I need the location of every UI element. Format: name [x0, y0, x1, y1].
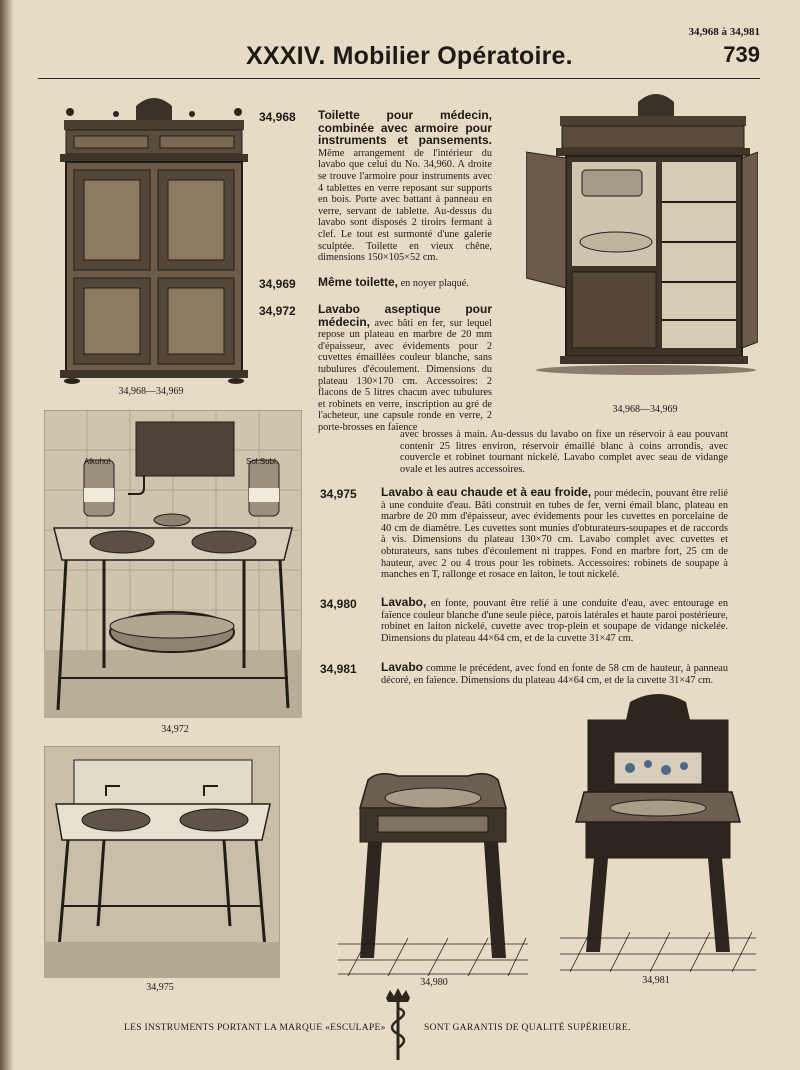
item-title: Lavabo: [381, 660, 424, 674]
flask-label-right: [245, 457, 279, 475]
page-number: 739: [723, 42, 760, 67]
iron-lavabo-illustration: [338, 768, 528, 976]
chapter-title: XXXIV. Mobilier Opératoire.: [246, 42, 573, 70]
caption-lavabo-aseptique: 34,972: [161, 724, 189, 735]
item-title: Toilette pour médecin, combinée avec armoire pour instruments et pansements.: [318, 108, 492, 148]
item-description: [318, 110, 492, 264]
item-description: [318, 304, 492, 434]
item-text: Même arrangement de l'intérieur du lavabo que celui du No. 34,960. A droite se trouve l'armoire pour instruments avec 4 tablettes en verre reposant sur supports en bois. Porte avec battant à panneau en verre, servant de tablette. Au-dessus du lavabo sont disposés 2 tiroirs fermant à clef. Le tout est surmonté d'une galerie sculptée. Toilette en vieux chêne, dimensions 150×105×52 cm.: [318, 147, 492, 264]
double-basin-illustration: [44, 746, 280, 978]
item-description: [381, 597, 728, 644]
caption-iron-lavabo-panel: 34,981: [642, 975, 670, 986]
caption-double-basin: 34,975: [146, 982, 174, 993]
item-text: pour médecin, pouvant être relié à une conduite d'eau. Bâti construit en tubes de fer, verni émail blanc, plateau en marbre de 20 mm d'épaisseur, avec évidements pour les cuvettes en porcelaine de 40 cm de diamètre. Les cuvettes sont munies d'obturateurs-soupapes et de raccords à vis. Dimensions du plateau 130×70 cm. Lavabo complet avec cuvettes et obturateurs, sans tubes d'écoulement ni trappes. Fond en marbre fort, 25 cm de hauteur, avec 2 ou 4 trous pour les robinets. Accessoires: robinets de soupape à manches en T, rallonge et rosace en laiton, le tout nickelé.: [381, 488, 728, 581]
item-number: 34,981: [320, 662, 357, 676]
item-title: Lavabo aseptique pour médecin,: [318, 302, 492, 329]
item-number: 34,969: [259, 277, 296, 291]
cabinet-open-illustration: [526, 92, 758, 376]
item-description: [318, 277, 518, 290]
flask-label-left-text: Alkohol: [83, 457, 111, 466]
item-text: avec bâti en fer, sur lequel repose un plateau en marbre de 20 mm d'épaisseur, avec évidements pour 2 cuvettes émaillées couleur blanche, sans tubulures d'écoulement. Dimensions du plateau 130×170 cm. Accessoires: 2 flacons de 5 litres chacun avec tubulures et robinets en verre, inscription au gré de l'acheteur, une capsule ronde en verre, 2 porte-brosses en faïence: [318, 317, 492, 433]
item-description: [381, 662, 728, 686]
item-number: 34,972: [259, 304, 296, 318]
esculape-logo: [380, 988, 416, 1062]
item-description-continued: [400, 429, 728, 475]
item-text: comme le précédent, avec fond en fonte de 58 cm de hauteur, à panneau décoré, en faïence. Dimensions du plateau 44×64 cm, et de la cuvette 31×47 cm.: [381, 663, 728, 686]
page-binding-shadow: [0, 0, 14, 1070]
flask-label-right-text: Sol.Subl.: [245, 457, 279, 466]
iron-lavabo-panel-illustration: [560, 690, 756, 972]
number-range: 34,968 à 34,981: [688, 26, 760, 38]
flask-label-left: [80, 457, 114, 475]
item-title: Lavabo,: [381, 595, 427, 609]
item-number: 34,980: [320, 597, 357, 611]
footer-right-text: SONT GARANTIS DE QUALITÉ SUPÉRIEURE.: [424, 1023, 631, 1033]
footer-left-text: LES INSTRUMENTS PORTANT LA MARQUE «ESCULAPE»: [124, 1023, 386, 1033]
item-text: en fonte, pouvant être relié à une conduite d'eau, avec entourage en faïence couleur blanche d'une seule pièce, parois latérales et haute paroi postérieure, robinet en laiton nickelé, cuvette avec trop-plein et soupape de vidange nickelée. Dimensions du plateau 44×64 cm, et de la cuvette 31×47 cm.: [381, 598, 729, 644]
item-title: Même toilette,: [318, 275, 399, 289]
caption-iron-lavabo: 34,980: [420, 977, 448, 988]
item-number: 34,968: [259, 110, 296, 124]
caption-cabinet-closed: 34,968—34,969: [118, 386, 184, 397]
item-description: [381, 487, 728, 581]
item-number: 34,975: [320, 487, 357, 501]
caption-cabinet-open: 34,968—34,969: [612, 404, 678, 415]
item-text-continued: avec brosses à main. Au-dessus du lavabo on fixe un réservoir à eau pouvant contenir 25 litres environ, réservoir émaillé blanc à coins arrondis, avec couvercle et robinet tournant nickelé. Lavabo complet avec seau de vidange ovale et les autres accessoires.: [400, 429, 728, 475]
header-rule: [38, 78, 760, 79]
item-title: Lavabo à eau chaude et à eau froide,: [381, 485, 592, 499]
cabinet-closed-illustration: [56, 94, 252, 384]
item-text: en noyer plaqué.: [400, 278, 469, 289]
